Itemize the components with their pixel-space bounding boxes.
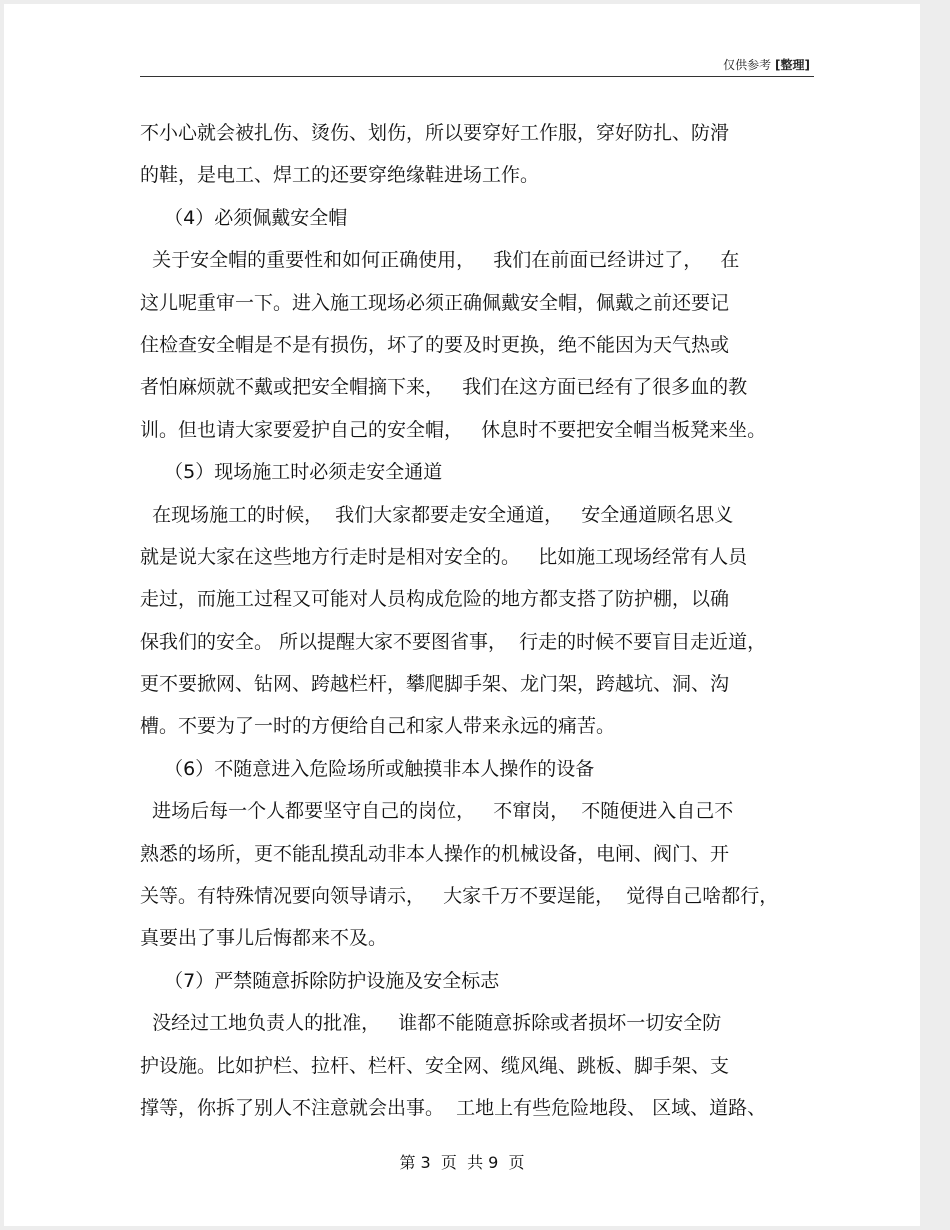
body-text <box>140 112 820 1129</box>
text-line: 这儿呢重审一下。进入施工现场必须正确佩戴安全帽，佩戴之前还要记 <box>140 291 730 314</box>
text-line: （6）不随意进入危险场所或触摸非本人操作的设备 <box>140 757 595 780</box>
text-line: 训。但也请大家要爱护自己的安全帽， 休息时不要把安全帽当板凳来坐。 <box>140 418 767 441</box>
header-note <box>723 56 810 73</box>
text-line: 进场后每一个人都要坚守自己的岗位， 不窜岗， 不随便进入自己不 <box>140 800 734 823</box>
header-note-text: 仅供参考 <box>723 58 772 72</box>
page-footer: 第 3 页 共 9 页 <box>399 1153 525 1172</box>
text-line: （5）现场施工时必须走安全通道 <box>140 461 443 484</box>
header-bracket-label: [整理] <box>775 58 810 72</box>
text-line: 护设施。比如护栏、拉杆、栏杆、安全网、缆风绳、跳板、脚手架、支 <box>140 1054 730 1077</box>
text-line: 关等。有特殊情况要向领导请示， 大家千万不要逞能， 觉得自己啥都行， <box>140 885 779 908</box>
text-line: 保我们的安全。 所以提醒大家不要图省事， 行走的时候不要盲目走近道， <box>140 630 767 653</box>
header-divider <box>140 76 814 77</box>
document-page <box>4 4 920 1226</box>
text-line: 真要出了事儿后悔都来不及。 <box>140 927 388 950</box>
text-line: 就是说大家在这些地方行走时是相对安全的。 比如施工现场经常有人员 <box>140 545 748 568</box>
text-line: （7）严禁随意拆除防护设施及安全标志 <box>140 969 500 992</box>
text-line: 走过，而施工过程又可能对人员构成危险的地方都支搭了防护棚，以确 <box>140 588 730 611</box>
text-line: 槽。不要为了一时的方便给自己和家人带来永远的痛苦。 <box>140 715 616 738</box>
text-line: 不小心就会被扎伤、烫伤、划伤，所以要穿好工作服，穿好防扎、防滑 <box>140 122 730 144</box>
text-line: 住检查安全帽是不是有损伤，坏了的要及时更换，绝不能因为天气热或 <box>140 333 730 356</box>
text-line: （4）必须佩戴安全帽 <box>140 206 348 229</box>
text-line: 在现场施工的时候， 我们大家都要走安全通道， 安全通道顾名思义 <box>140 503 734 526</box>
text-line: 更不要掀网、钻网、跨越栏杆，攀爬脚手架、龙门架，跨越坑、洞、沟 <box>140 673 730 696</box>
text-line: 关于安全帽的重要性和如何正确使用， 我们在前面已经讲过了， 在 <box>140 249 740 272</box>
text-line: 者怕麻烦就不戴或把安全帽摘下来， 我们在这方面已经有了很多血的教 <box>140 376 748 399</box>
text-line: 没经过工地负责人的批准， 谁都不能随意拆除或者损坏一切安全防 <box>140 1012 722 1035</box>
text-line: 的鞋，是电工、焊工的还要穿绝缘鞋进场工作。 <box>140 164 540 187</box>
text-line: 熟悉的场所，更不能乱摸乱动非本人操作的机械设备，电闸、阀门、开 <box>140 842 730 865</box>
text-line: 撑等，你拆了别人不注意就会出事。 工地上有些危险地段、 区域、道路、 <box>140 1096 767 1119</box>
